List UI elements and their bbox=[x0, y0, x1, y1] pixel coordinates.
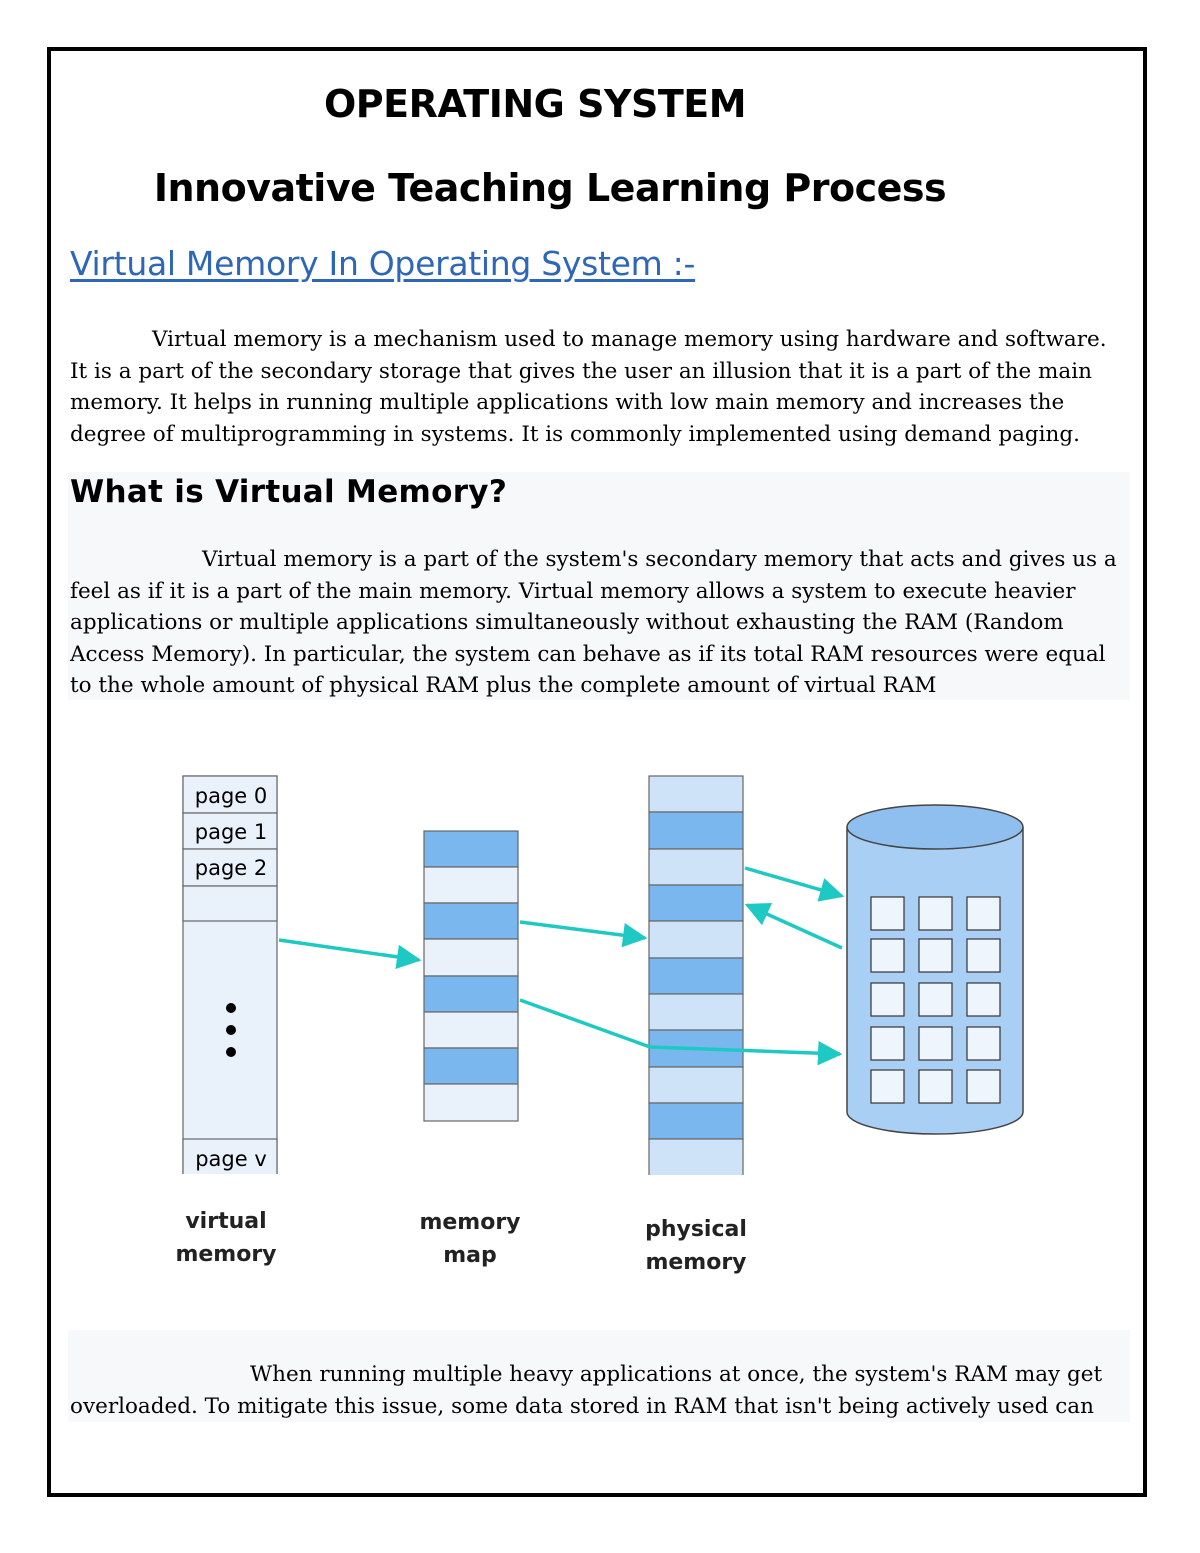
memory-map-label-1: memory bbox=[419, 1210, 521, 1235]
frame-cell bbox=[649, 958, 743, 994]
ellipsis-dot bbox=[226, 1003, 236, 1013]
section-paragraph: Virtual memory is a part of the system's secondary memory that acts and gives us a feel as if it is a part of the main memory. Virtual memory allows a system to execute heavier applications or multiple applications simultaneously without exhausting the RAM (Random Access Memory). In particular, the system can behave as if its total RAM resources were equal to the whole amount of physical RAM plus the complete amount of virtual RAM bbox=[70, 547, 1117, 698]
page-title: OPERATING SYSTEM bbox=[323, 82, 747, 126]
map-cell bbox=[424, 831, 518, 867]
physical-memory-label-1: physical bbox=[645, 1217, 747, 1242]
frame-cell bbox=[649, 1103, 743, 1139]
frame-cell bbox=[649, 994, 743, 1030]
intro-paragraph: Virtual memory is a mechanism used to manage memory using hardware and software. It is a part of the secondary storage that gives the user an illusion that it is a part of the main memory. It helps in running multiple applications with low main memory and increases the degree of multiprogramming in systems. It is commonly implemented using demand paging. bbox=[70, 327, 1107, 447]
map-cell bbox=[424, 1084, 518, 1121]
frame-cell bbox=[649, 849, 743, 885]
arrow-disk-to-physical bbox=[747, 905, 842, 948]
page-subtitle: Innovative Teaching Learning Process bbox=[153, 166, 947, 210]
frame-cell bbox=[649, 1067, 743, 1103]
section-heading: What is Virtual Memory? bbox=[70, 474, 508, 510]
physical-memory-label-2: memory bbox=[645, 1250, 747, 1275]
frame-cell bbox=[649, 1139, 743, 1176]
map-cell bbox=[424, 976, 518, 1012]
frame-cell bbox=[649, 921, 743, 958]
closing-paragraph: When running multiple heavy applications at once, the system's RAM may get overloaded. To mitigate this issue, some data stored in RAM that isn't being actively used can bbox=[70, 1362, 1103, 1419]
page-1-label: page 1 bbox=[194, 820, 268, 844]
frame-cell bbox=[649, 885, 743, 921]
ellipsis-dot bbox=[226, 1047, 236, 1057]
map-cell bbox=[424, 939, 518, 976]
virtual-memory-label-1: virtual bbox=[185, 1209, 267, 1234]
memory-map-label-2: map bbox=[443, 1243, 497, 1268]
page-cell bbox=[183, 886, 277, 921]
map-cell bbox=[424, 903, 518, 939]
arrow-virtual-to-map bbox=[279, 940, 419, 960]
map-cell bbox=[424, 1048, 518, 1084]
map-cell bbox=[424, 867, 518, 903]
physical-memory-column bbox=[648, 776, 744, 1179]
arrow-physical-to-disk bbox=[745, 868, 842, 896]
mapping-arrows bbox=[279, 868, 842, 1054]
frame-cell bbox=[649, 812, 743, 849]
frame-cell bbox=[649, 776, 743, 812]
virtual-memory-label-2: memory bbox=[175, 1242, 277, 1267]
ellipsis-dot bbox=[226, 1025, 236, 1035]
intro-heading-link[interactable]: Virtual Memory In Operating System :- bbox=[70, 244, 696, 283]
map-cell bbox=[424, 1012, 518, 1048]
memory-map-column bbox=[424, 831, 518, 1121]
virtual-memory-column bbox=[182, 776, 278, 1178]
disk-storage-icon bbox=[847, 805, 1023, 1134]
page-0-label: page 0 bbox=[194, 784, 268, 808]
page-2-label: page 2 bbox=[194, 856, 268, 880]
arrow-map-to-physical bbox=[520, 922, 645, 938]
page-v-label: page v bbox=[195, 1147, 267, 1171]
